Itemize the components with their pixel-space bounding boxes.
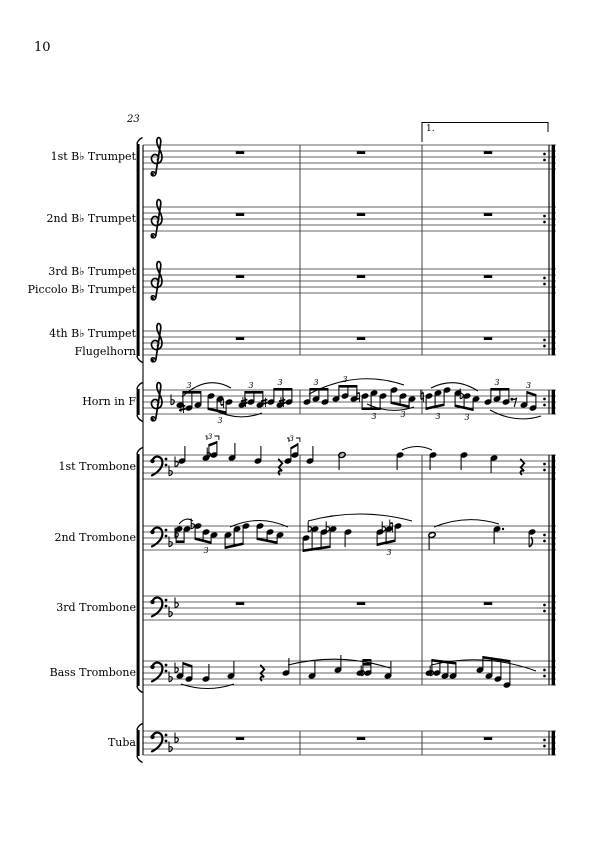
treble-clef-dot <box>151 297 154 300</box>
whole-rest <box>484 602 492 605</box>
whole-rest <box>484 275 492 278</box>
whole-rest <box>484 151 492 154</box>
staff-label-line: Horn in F <box>82 395 136 408</box>
bracket-tip <box>137 724 143 731</box>
repeat-dot <box>543 398 546 401</box>
beam <box>209 441 217 447</box>
repeat-dot <box>543 159 546 162</box>
measure-number: 23 <box>127 114 140 125</box>
repeat-dot <box>543 675 546 678</box>
bracket-tip <box>137 415 143 422</box>
whole-rest <box>236 151 244 154</box>
beam <box>291 443 298 450</box>
whole-rest <box>236 337 244 340</box>
system-bracket <box>137 454 140 686</box>
bass-clef-dot <box>165 664 168 667</box>
repeat-dot <box>543 745 546 748</box>
repeat-dot <box>543 339 546 342</box>
treble-clef <box>151 138 162 174</box>
tuplet-number: 3 <box>525 381 532 390</box>
system-bracket <box>137 730 140 756</box>
beam <box>274 388 292 391</box>
volta-first-ending-label: 1. <box>426 124 435 134</box>
treble-clef <box>151 200 162 236</box>
bass-clef-curve <box>152 528 162 547</box>
repeat-dot <box>543 153 546 156</box>
tuplet-number: 3 <box>400 410 406 419</box>
whole-rest <box>236 602 244 605</box>
final-repeat-barline <box>552 145 555 356</box>
tuplet-number: 3 <box>494 378 500 387</box>
bass-clef-curve <box>152 457 162 476</box>
tuplet-number: 3 <box>248 381 254 390</box>
staff-label-line: 1st Trombone <box>58 460 136 473</box>
staff-label-line: 3rd B♭ Trumpet <box>48 265 136 278</box>
repeat-dot <box>543 469 546 472</box>
bass-clef-curve <box>152 598 162 617</box>
bracket-tip <box>137 138 143 145</box>
whole-rest <box>236 213 244 216</box>
staff-label-line: Flugelhorn <box>74 345 136 358</box>
bass-clef-dot <box>165 605 168 608</box>
staff-label-line: 3rd Trombone <box>56 601 136 614</box>
final-repeat-barline <box>552 390 555 415</box>
repeat-dot <box>543 345 546 348</box>
volta-bracket <box>422 123 548 143</box>
treble-clef-dot <box>151 173 154 176</box>
bass-clef-dot <box>165 464 168 467</box>
bass-clef-dot <box>165 740 168 743</box>
bass-clef-dot <box>165 529 168 532</box>
treble-clef <box>151 383 162 419</box>
whole-rest <box>357 151 365 154</box>
tuplet-number: 3 <box>342 375 348 384</box>
beam <box>363 663 371 666</box>
whole-rest <box>357 213 365 216</box>
final-repeat-barline <box>552 455 555 686</box>
bass-clef-curve <box>152 733 162 752</box>
whole-rest <box>484 213 492 216</box>
tuplet-number: 3 <box>217 416 223 425</box>
staff-label-line: Bass Trombone <box>49 666 136 679</box>
bracket-tip <box>137 448 143 455</box>
whole-rest <box>236 275 244 278</box>
whole-rest <box>357 737 365 740</box>
system-bracket <box>137 389 140 415</box>
slur <box>308 514 412 521</box>
whole-rest <box>357 275 365 278</box>
tuplet-number: 3 <box>313 378 319 387</box>
treble-clef <box>151 324 162 360</box>
bracket-tip <box>137 383 143 390</box>
repeat-dot <box>543 610 546 613</box>
augmentation-dot <box>502 528 504 530</box>
slur <box>402 447 432 451</box>
tuplet-bracket <box>215 436 219 440</box>
whole-rest <box>357 602 365 605</box>
staff-label-line: 2nd Trombone <box>54 531 136 544</box>
whole-rest <box>357 337 365 340</box>
beam <box>176 540 184 543</box>
repeat-dot <box>543 739 546 742</box>
tuplet-number: 3 <box>186 381 192 390</box>
beam <box>363 659 371 662</box>
tuplet-number: 3 <box>371 412 377 421</box>
staff-label-line: 1st B♭ Trumpet <box>50 150 136 163</box>
slur <box>490 410 541 419</box>
bass-clef-dot <box>165 535 168 538</box>
bass-clef-dot <box>165 734 168 737</box>
bracket-tip <box>137 756 143 763</box>
staff-label-line: Tuba <box>107 736 136 749</box>
page-number: 10 <box>34 40 51 55</box>
bracket-tip <box>137 686 143 693</box>
treble-clef <box>151 262 162 298</box>
repeat-dot <box>543 283 546 286</box>
bracket-tip <box>137 356 143 363</box>
bass-clef-dot <box>165 670 168 673</box>
bass-clef-dot <box>165 599 168 602</box>
beam <box>339 385 357 388</box>
repeat-dot <box>543 277 546 280</box>
whole-rest <box>236 737 244 740</box>
repeat-dot <box>543 404 546 407</box>
tuplet-bracket <box>296 438 300 442</box>
beam <box>245 391 263 394</box>
whole-rest <box>484 737 492 740</box>
repeat-dot <box>543 215 546 218</box>
tuplet-number: 3 <box>289 433 294 443</box>
repeat-dot <box>543 604 546 607</box>
system-bracket <box>137 144 140 356</box>
repeat-dot <box>543 534 546 537</box>
whole-rest <box>484 337 492 340</box>
tuplet-number: 3 <box>277 378 283 387</box>
tuplet-number: 3 <box>207 431 213 441</box>
treble-clef-dot <box>151 418 154 421</box>
tuplet-number: 3 <box>435 412 441 421</box>
tuplet-number: 3 <box>386 548 392 557</box>
tuplet-number: 3 <box>464 413 470 422</box>
staff-label-line: 4th B♭ Trumpet <box>49 327 136 340</box>
bass-clef-dot <box>165 458 168 461</box>
beam <box>491 388 509 391</box>
final-repeat-barline <box>552 731 555 756</box>
repeat-dot <box>543 221 546 224</box>
repeat-dot <box>543 540 546 543</box>
repeat-dot <box>543 669 546 672</box>
tuplet-number: 3 <box>203 546 209 555</box>
treble-clef-dot <box>151 235 154 238</box>
staff-label-line: Piccolo B♭ Trumpet <box>27 283 136 296</box>
beam <box>303 545 330 552</box>
staff-label-line: 2nd B♭ Trumpet <box>46 212 136 225</box>
repeat-dot <box>543 463 546 466</box>
bass-clef-curve <box>152 663 162 682</box>
treble-clef-dot <box>151 359 154 362</box>
